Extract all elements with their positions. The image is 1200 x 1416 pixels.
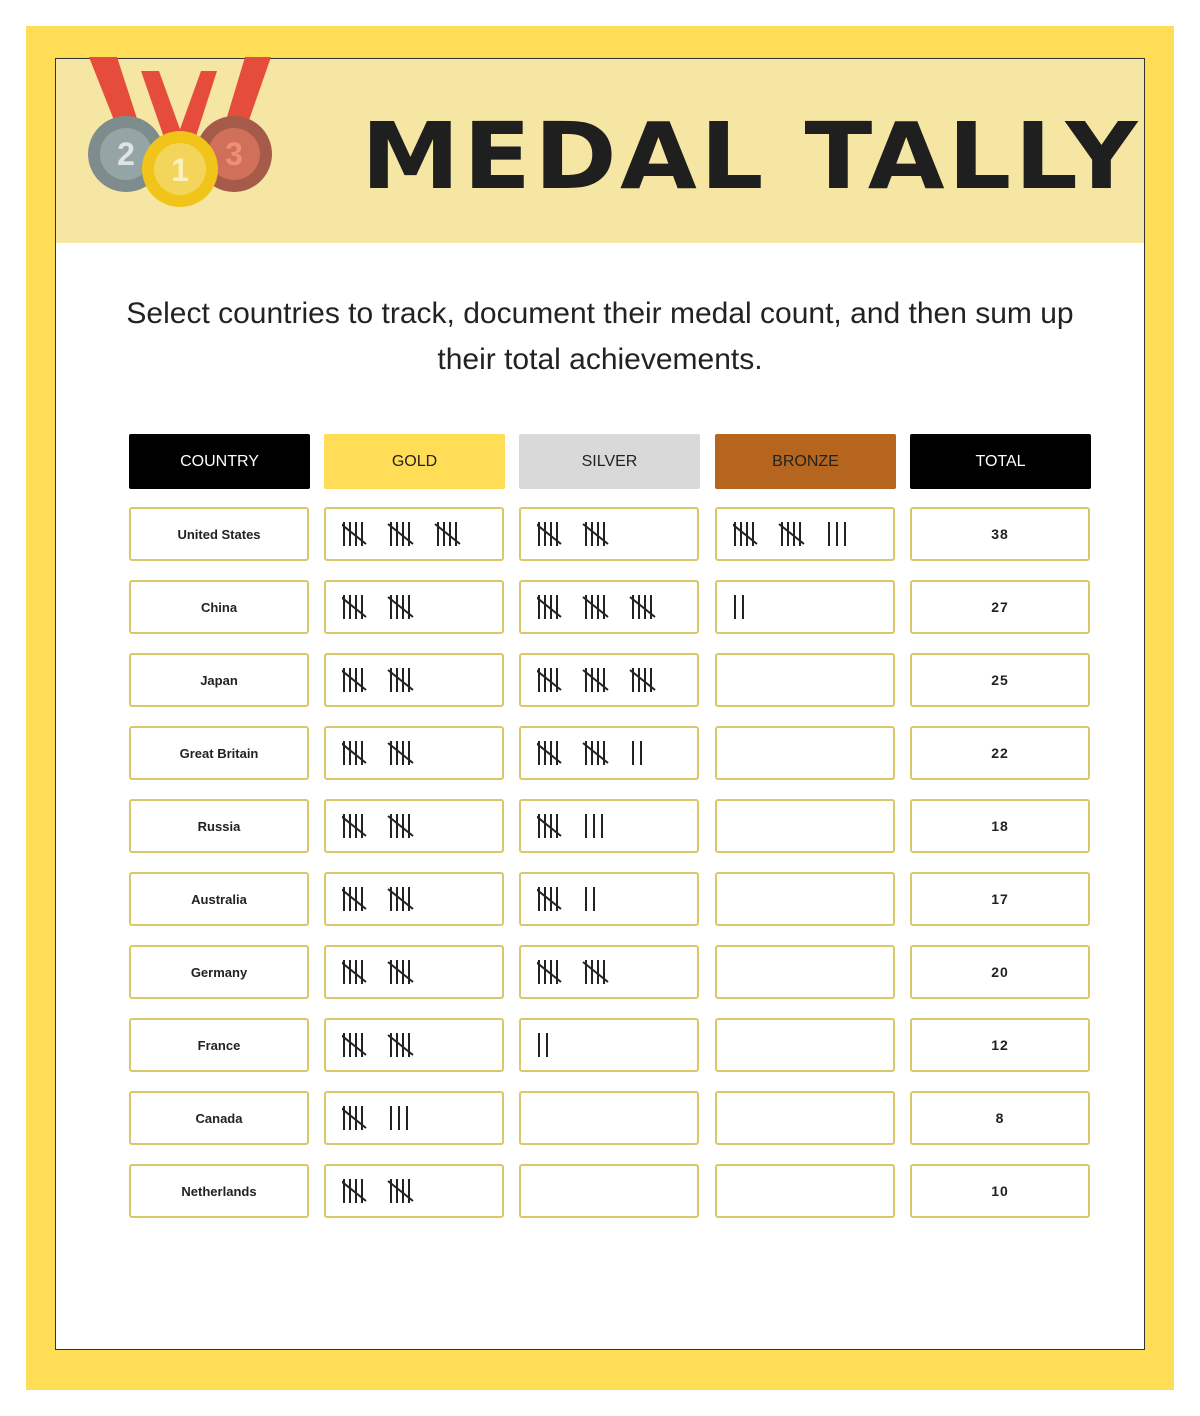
total-cell[interactable]: 20 xyxy=(910,945,1090,999)
bronze-tally-cell[interactable] xyxy=(715,653,895,707)
tally-marks xyxy=(537,666,697,694)
country-cell[interactable]: China xyxy=(129,580,309,634)
total-cell[interactable]: 8 xyxy=(910,1091,1090,1145)
svg-text:2: 2 xyxy=(117,136,135,172)
tally-marks xyxy=(537,739,697,767)
gold-tally-cell[interactable] xyxy=(324,653,504,707)
tally-marks xyxy=(537,593,697,621)
column-header-bronze: BRONZE xyxy=(715,434,896,489)
tally-marks xyxy=(733,593,893,621)
tally-marks xyxy=(342,593,502,621)
total-cell[interactable]: 12 xyxy=(910,1018,1090,1072)
country-cell[interactable]: Japan xyxy=(129,653,309,707)
column-header-total: TOTAL xyxy=(910,434,1091,489)
total-cell[interactable]: 38 xyxy=(910,507,1090,561)
tally-marks xyxy=(537,812,697,840)
bronze-tally-cell[interactable] xyxy=(715,1164,895,1218)
tally-marks xyxy=(342,1031,502,1059)
gold-tally-cell[interactable] xyxy=(324,726,504,780)
tally-marks xyxy=(537,885,697,913)
tally-marks xyxy=(342,739,502,767)
tally-marks xyxy=(733,520,893,548)
gold-tally-cell[interactable] xyxy=(324,872,504,926)
total-cell[interactable]: 10 xyxy=(910,1164,1090,1218)
tally-marks xyxy=(537,958,697,986)
total-cell[interactable]: 22 xyxy=(910,726,1090,780)
total-cell[interactable]: 27 xyxy=(910,580,1090,634)
gold-tally-cell[interactable] xyxy=(324,1164,504,1218)
total-cell[interactable]: 18 xyxy=(910,799,1090,853)
total-cell[interactable]: 17 xyxy=(910,872,1090,926)
tally-marks xyxy=(342,885,502,913)
silver-tally-cell[interactable] xyxy=(519,726,699,780)
svg-text:1: 1 xyxy=(171,152,189,188)
instructions: Select countries to track, document their medal count, and then sum up their total achievements. xyxy=(126,297,1074,376)
silver-tally-cell[interactable] xyxy=(519,580,699,634)
country-cell[interactable]: Canada xyxy=(129,1091,309,1145)
silver-tally-cell[interactable] xyxy=(519,872,699,926)
column-header-silver: SILVER xyxy=(519,434,700,489)
tally-marks xyxy=(537,520,697,548)
silver-tally-cell[interactable] xyxy=(519,653,699,707)
bronze-tally-cell[interactable] xyxy=(715,1018,895,1072)
gold-tally-cell[interactable] xyxy=(324,799,504,853)
bronze-tally-cell[interactable] xyxy=(715,945,895,999)
silver-tally-cell[interactable] xyxy=(519,1164,699,1218)
bronze-tally-cell[interactable] xyxy=(715,872,895,926)
silver-tally-cell[interactable] xyxy=(519,507,699,561)
country-cell[interactable]: Germany xyxy=(129,945,309,999)
header-banner xyxy=(56,59,1144,243)
total-cell[interactable]: 25 xyxy=(910,653,1090,707)
gold-tally-cell[interactable] xyxy=(324,1018,504,1072)
tally-marks xyxy=(342,958,502,986)
silver-tally-cell[interactable] xyxy=(519,799,699,853)
gold-tally-cell[interactable] xyxy=(324,1091,504,1145)
gold-tally-cell[interactable] xyxy=(324,945,504,999)
country-cell[interactable]: Great Britain xyxy=(129,726,309,780)
bronze-tally-cell[interactable] xyxy=(715,799,895,853)
gold-tally-cell[interactable] xyxy=(324,507,504,561)
bronze-tally-cell[interactable] xyxy=(715,726,895,780)
silver-tally-cell[interactable] xyxy=(519,1018,699,1072)
tally-marks xyxy=(342,812,502,840)
country-cell[interactable]: France xyxy=(129,1018,309,1072)
page-title: MEDAL TALLY xyxy=(361,103,1141,210)
country-cell[interactable]: Netherlands xyxy=(129,1164,309,1218)
bronze-tally-cell[interactable] xyxy=(715,507,895,561)
tally-marks xyxy=(342,666,502,694)
country-cell[interactable]: Russia xyxy=(129,799,309,853)
bronze-tally-cell[interactable] xyxy=(715,580,895,634)
tally-marks xyxy=(342,1177,502,1205)
country-cell[interactable]: United States xyxy=(129,507,309,561)
silver-tally-cell[interactable] xyxy=(519,945,699,999)
tally-marks xyxy=(537,1031,697,1059)
column-header-country: COUNTRY xyxy=(129,434,310,489)
column-header-gold: GOLD xyxy=(324,434,505,489)
medals-icon xyxy=(81,57,281,217)
tally-marks xyxy=(342,1104,502,1132)
bronze-tally-cell[interactable] xyxy=(715,1091,895,1145)
svg-text:3: 3 xyxy=(225,136,243,172)
gold-tally-cell[interactable] xyxy=(324,580,504,634)
country-cell[interactable]: Australia xyxy=(129,872,309,926)
silver-tally-cell[interactable] xyxy=(519,1091,699,1145)
tally-marks xyxy=(342,520,502,548)
